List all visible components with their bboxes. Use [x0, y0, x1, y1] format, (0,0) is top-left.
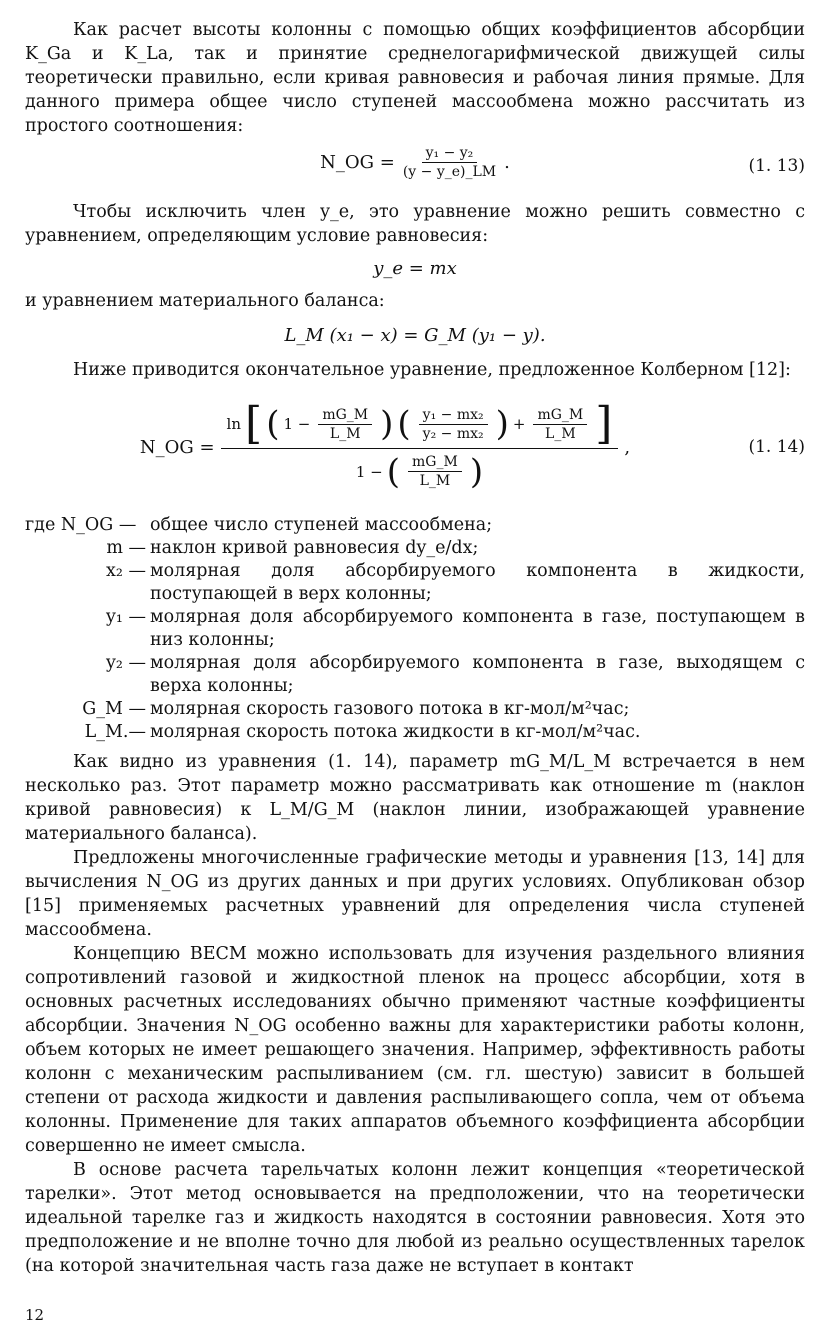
eq13-fraction: [399, 144, 500, 181]
equation-balance: [25, 325, 805, 346]
left-bracket: [: [245, 398, 263, 449]
glossary-text: наклон кривой равновесия dy_e/dx;: [150, 538, 479, 558]
glossary-symbol: L_M.—: [84, 722, 146, 742]
glossary-item: [25, 537, 805, 560]
eq14-number: (1. 14): [748, 437, 805, 457]
glossary-symbol: x₂ —: [106, 561, 146, 581]
eq14-frac-c-den: L_M: [545, 425, 576, 442]
eq14-den-term: 1 −: [355, 462, 383, 481]
glossary-item: [25, 698, 805, 721]
eq14-frac-c-num: mG_M: [533, 406, 587, 425]
eq14-ln: ln: [226, 415, 242, 433]
eq14-frac-b: [419, 406, 488, 443]
glossary-item: [25, 560, 805, 606]
eq13-lhs: N_OG =: [320, 152, 395, 173]
eq14-frac-b-num: y₁ − mx₂: [419, 406, 488, 425]
eq14-tail: ,: [624, 436, 631, 458]
paragraph-5: Как видно из уравнения (1. 14), параметр mG_M/L_M встречается в нем несколько раз. Этот параметр можно рассматривать как отношение m (наклон кривой равновесия) к L_M/G_M (наклон линии, изображающей уравнение материального баланса).: [25, 752, 805, 844]
eq14-frac-a-den: L_M: [329, 425, 361, 442]
right-paren-3: ): [469, 451, 484, 492]
glossary-item: [25, 606, 805, 652]
glossary-symbol: где N_OG —: [25, 515, 137, 535]
eq14-denominator: [356, 449, 483, 490]
eq14-frac-c: [533, 406, 587, 443]
equation-1-14: [25, 388, 805, 506]
glossary-symbol: y₂ —: [106, 653, 146, 673]
right-bracket: ]: [595, 398, 613, 449]
glossary-text: молярная доля абсорбируемого компонента в газе, выходящем с верха колонны;: [150, 653, 805, 696]
eq14-frac-d-num: mG_M: [408, 453, 462, 472]
eq14-frac-b-den: y₂ − mx₂: [422, 425, 484, 442]
glossary-symbol: y₁ —: [106, 607, 146, 627]
page-number: 12: [25, 1306, 45, 1324]
eq14-numerator: [221, 398, 619, 449]
paragraph-7: Концепцию ВЕСМ можно использовать для изучения раздельного влияния сопротивлений газовой и жидкостной пленок на процесс абсорбции, хотя в основных расчетных исследованиях обычно применяют частные коэффициенты абсорбции. Значения N_OG особенно важны для характеристики работы колонн, объем которых не имеет решающего значения. Например, эффективность работы колонн с механическим распыливанием (см. гл. шестую) зависит в большей степени от расхода жидкости и давления распыливающего сопла, чем от объема колонны. Применение для таких аппаратов объемного коэффициента абсорбции совершенно не имеет смысла.: [25, 944, 805, 1156]
eq13-tail: .: [504, 152, 510, 173]
eq14-frac-d: [408, 453, 462, 490]
glossary-text: молярная доля абсорбируемого компонента в жидкости, поступающей в верх колонны;: [150, 561, 805, 604]
glossary-item: [25, 652, 805, 698]
page-body: [25, 18, 805, 1278]
paragraph-4: Ниже приводится окончательное уравнение, предложенное Колберном [12]:: [73, 360, 791, 380]
equation-equilibrium: [25, 258, 805, 279]
eq13-denominator: (y − y_e)_LM: [402, 164, 497, 180]
equilibrium-formula: y_e = mx: [373, 258, 457, 279]
eq14-frac-a-num: mG_M: [318, 406, 372, 425]
balance-formula: L_M (x₁ − x) = G_M (y₁ − y).: [284, 325, 546, 346]
glossary-text: молярная скорость потока жидкости в кг-мол/м²час.: [150, 722, 641, 742]
paragraph-6: Предложены многочисленные графические методы и уравнения [13, 14] для вычисления N_OG из других данных и при других условиях. Опубликован обзор [15] применяемых расчетных уравнений для определения числа ступеней массообмена.: [25, 848, 805, 940]
eq13-numerator: y₁ − y₂: [422, 144, 478, 163]
glossary-symbol: G_M —: [82, 699, 146, 719]
eq14-frac-a: [318, 406, 372, 443]
glossary-text: общее число ступеней массообмена;: [150, 515, 493, 535]
paragraph-2: Чтобы исключить член y_e, это уравнение можно решить совместно с уравнением, определяющим условие равновесия:: [25, 202, 805, 246]
glossary-item: [25, 514, 805, 537]
eq14-term1: 1 −: [283, 415, 311, 433]
glossary-list: [25, 514, 805, 744]
equation-1-13: [25, 144, 805, 188]
paragraph-1: Как расчет высоты колонны с помощью общих коэффициентов абсорбции K_Ga и K_La, так и принятие среднелогарифмической движущей силы теоретически правильно, если кривая равновесия и рабочая линия прямые. Для данного примера общее число ступеней массообмена можно рассчитать из простого соотношения:: [25, 20, 805, 136]
glossary-text: молярная доля абсорбируемого компонента в газе, поступающем в низ колонны;: [150, 607, 805, 650]
eq14-plus: +: [512, 415, 526, 433]
glossary-symbol: m —: [106, 538, 146, 558]
glossary-text: молярная скорость газового потока в кг-мол/м²час;: [150, 699, 630, 719]
eq13-number: (1. 13): [748, 156, 805, 176]
right-paren: ): [380, 404, 394, 444]
glossary-item: [25, 721, 805, 744]
right-paren-2: ): [495, 404, 509, 444]
paragraph-3: и уравнением материального баланса:: [25, 291, 385, 311]
left-paren: (: [266, 404, 280, 444]
eq14-lhs: N_OG =: [139, 436, 215, 458]
left-paren-2: (: [397, 404, 411, 444]
paragraph-8: В основе расчета тарельчатых колонн лежит концепция «теоретической тарелки». Этот метод основывается на предположении, что на теоретически идеальной тарелке газ и жидкость находятся в состоянии равновесия. Хотя это предположение и не вполне точно для любой из реально осуществленных тарелок (на которой значительная часть газа даже не вступает в контакт: [25, 1160, 805, 1276]
left-paren-3: (: [386, 451, 401, 492]
eq14-frac-d-den: L_M: [419, 473, 451, 489]
eq14-main-fraction: [221, 398, 619, 492]
